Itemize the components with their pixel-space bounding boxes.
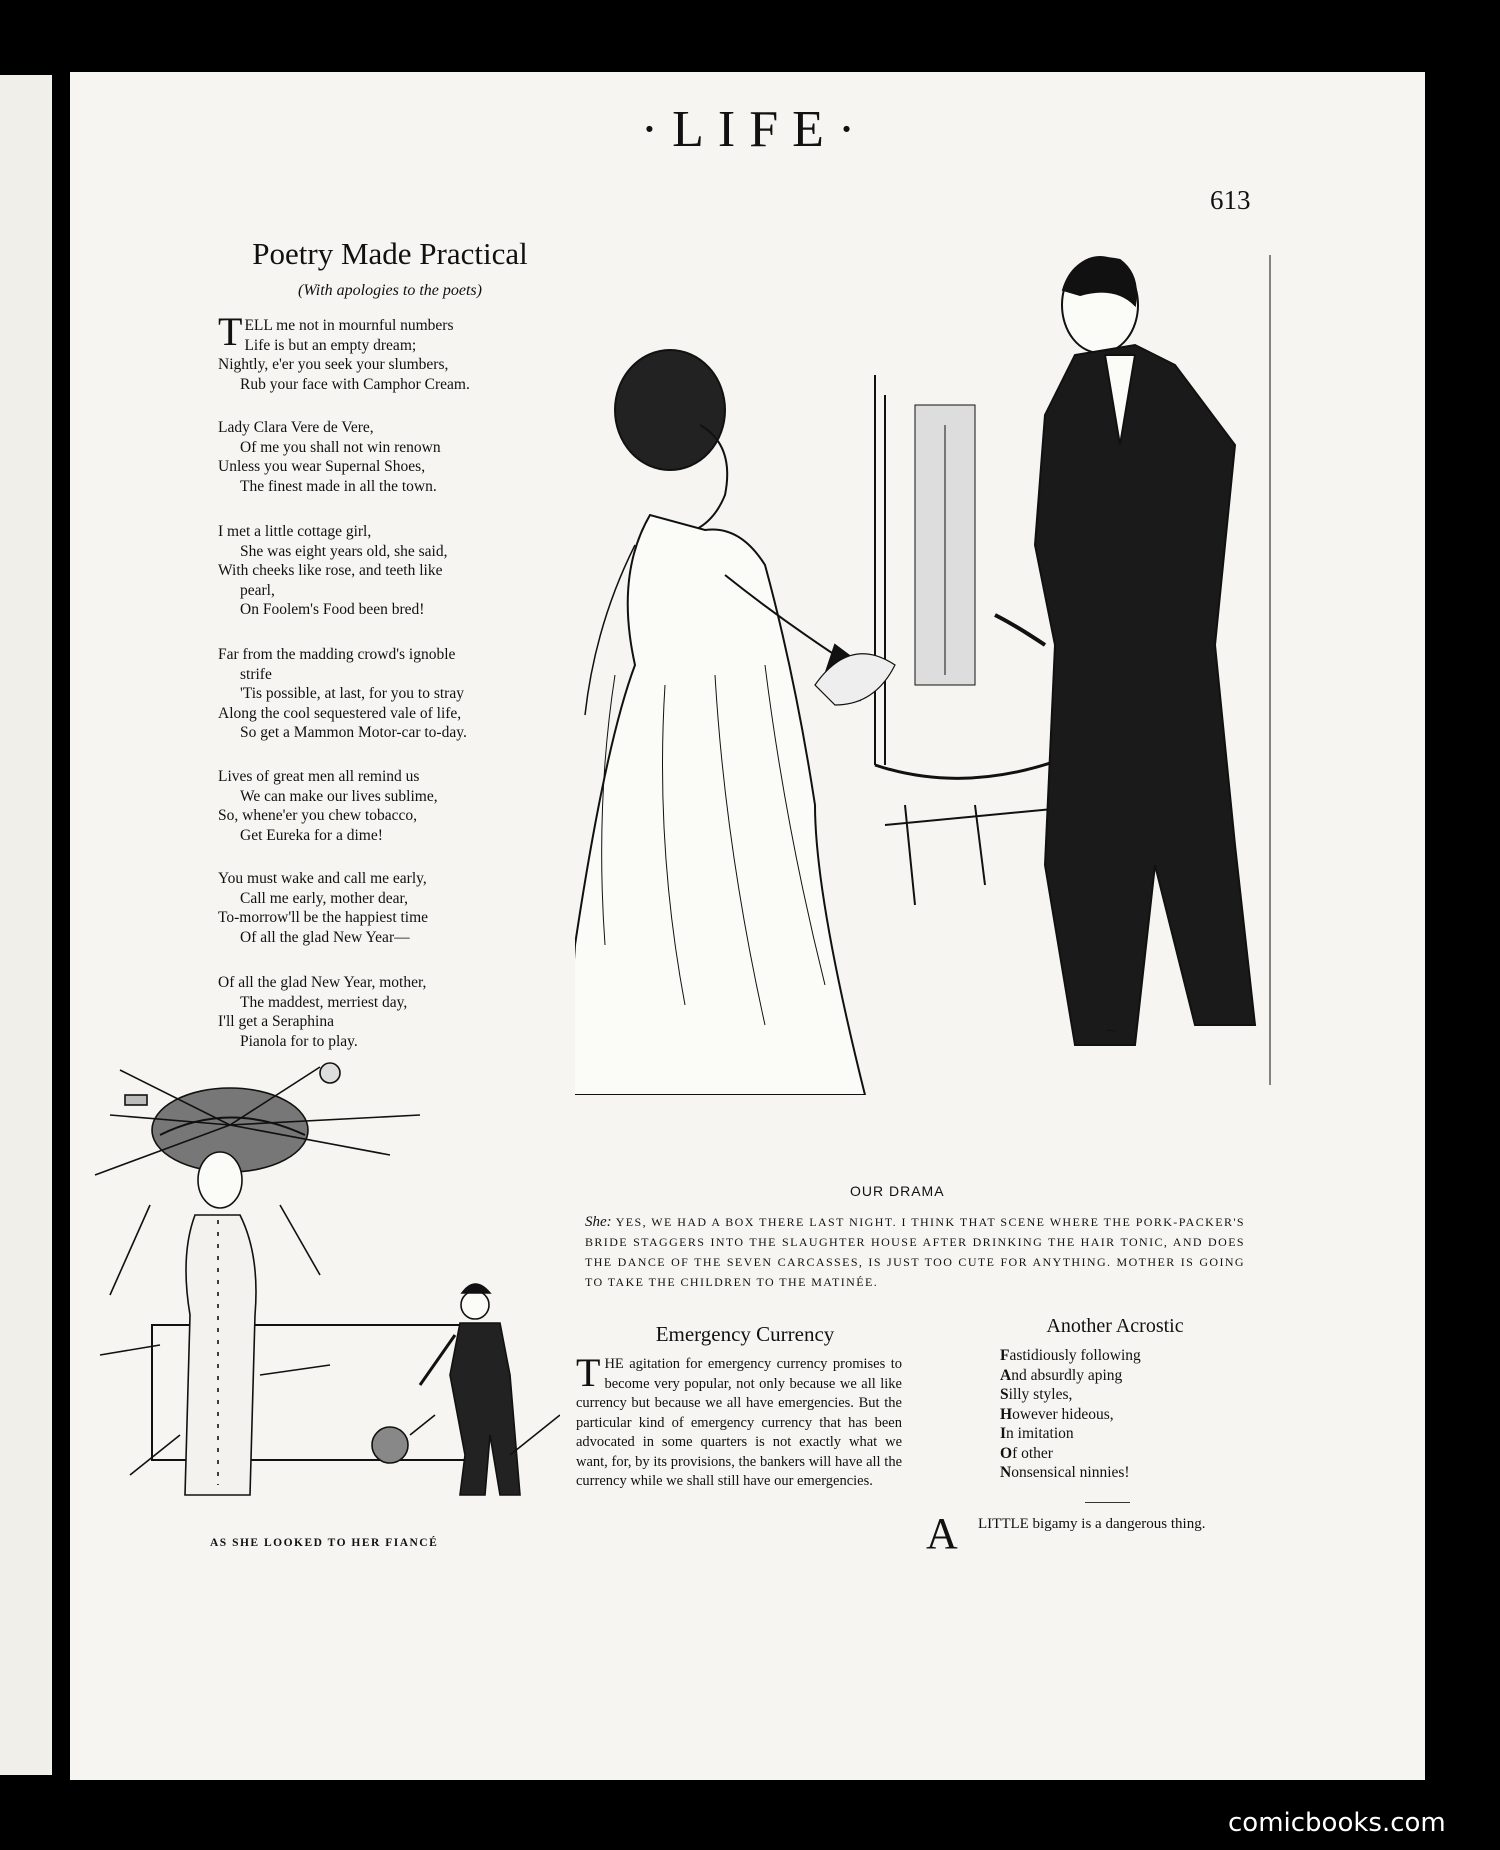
poem-line: Lives of great men all remind us <box>218 768 420 785</box>
drop-cap: T <box>576 1350 601 1395</box>
poem-line: pearl, <box>240 581 275 599</box>
drop-cap: A <box>926 1509 958 1558</box>
poem-line: Life is but an empty dream; <box>244 336 417 354</box>
emergency-currency-body <box>576 1350 902 1492</box>
poem-line: We can make our lives sublime, <box>240 787 438 805</box>
drama-title: OUR DRAMA <box>850 1183 945 1199</box>
artist-signature: ~ <box>1105 1023 1117 1039</box>
poem-line: Unless you wear Supernal Shoes, <box>218 458 426 475</box>
poem-line: Nightly, e'er you seek your slumbers, <box>218 356 449 373</box>
drama-body: YES, WE HAD A BOX THERE LAST NIGHT. I THINK THAT SCENE WHERE THE PORK-PACKER'S BRIDE STAGGERS INTO THE SLAUGHTER HOUSE AFTER DRINKING THE HAIR TONIC, AND DOES THE DANCE OF THE SEVEN CARCASSES, IS JUST TOO CUTE FOR ANYTHING. MOTHER IS GOING TO TAKE THE CHILDREN TO THE MATINÉE. <box>585 1215 1245 1289</box>
hatpin-cartoon <box>90 1055 560 1535</box>
acrostic-title: Another Acrostic <box>1046 1315 1184 1337</box>
acrostic-line: Silly styles, <box>1000 1386 1073 1403</box>
drama-speaker: She: <box>585 1214 612 1230</box>
poem-line: With cheeks like rose, and teeth like <box>218 562 443 579</box>
poem-line: Of all the glad New Year— <box>240 928 410 946</box>
poem-line: Pianola for to play. <box>240 1032 358 1050</box>
section-divider <box>1085 1502 1130 1503</box>
drama-text <box>585 1212 1245 1292</box>
poem-line: ELL me not in mournful numbers <box>244 317 454 334</box>
poem-line: So get a Mammon Motor-car to-day. <box>240 724 467 741</box>
poem-line: Lady Clara Vere de Vere, <box>218 419 374 436</box>
masthead: ·LIFE· <box>640 101 870 158</box>
poem-line: Get Eureka for a dime! <box>240 826 383 844</box>
watermark: comicbooks.com <box>1228 1808 1446 1838</box>
poem-line: Along the cool sequestered vale of life, <box>218 704 462 722</box>
poem-line: I met a little cottage girl, <box>218 523 372 540</box>
poem-stanza <box>218 418 578 496</box>
poem-line: To-morrow'll be the happiest time <box>218 909 429 926</box>
poem-stanza <box>218 522 578 620</box>
acrostic-line: Of other <box>1000 1444 1053 1462</box>
poem-line: Far from the madding crowd's ignoble <box>218 646 456 663</box>
poem-line: You must wake and call me early, <box>218 870 427 887</box>
poem-stanza <box>218 309 578 394</box>
bigamy-text <box>926 1515 1256 1534</box>
poem-line: Of all the glad New Year, mother, <box>218 974 427 991</box>
poem-line: 'Tis possible, at last, for you to stray <box>240 685 464 702</box>
poem-stanza <box>218 767 578 845</box>
theatre-couple-illustration <box>575 245 1335 1095</box>
acrostic-list <box>1000 1346 1141 1483</box>
acrostic-line: In imitation <box>1000 1425 1074 1442</box>
left-page-edge <box>0 75 52 1775</box>
poem-line: Call me early, mother dear, <box>240 889 408 907</box>
acrostic-line: Fastidiously following <box>1000 1347 1141 1364</box>
poem-line: She was eight years old, she said, <box>240 542 448 560</box>
poem-line: So, whene'er you chew tobacco, <box>218 807 418 824</box>
poem-line: Rub your face with Camphor Cream. <box>240 375 470 393</box>
poem-line: The finest made in all the town. <box>240 477 437 495</box>
poem-line: The maddest, merriest day, <box>240 993 408 1011</box>
poem-line: I'll get a Seraphina <box>218 1013 334 1030</box>
poem-stanza <box>218 973 578 1051</box>
acrostic-line: However hideous, <box>1000 1405 1114 1423</box>
acrostic-line: Nonsensical ninnies! <box>1000 1464 1130 1481</box>
page-number: 613 <box>1210 185 1251 215</box>
poem-stanza <box>218 869 578 947</box>
bigamy-line: LITTLE bigamy is a dangerous thing. <box>978 1516 1206 1532</box>
cartoon-caption: AS SHE LOOKED TO HER FIANCÉ <box>210 1537 439 1549</box>
poem-subtitle: (With apologies to the poets) <box>298 282 482 299</box>
emergency-currency-title: Emergency Currency <box>655 1322 835 1346</box>
poem-line: On Foolem's Food been bred! <box>240 601 425 618</box>
poem-line: strife <box>240 665 272 683</box>
poem-title: Poetry Made Practical <box>252 236 528 271</box>
poem-stanza <box>218 645 578 743</box>
acrostic-line: And absurdly aping <box>1000 1366 1123 1384</box>
poem-line: Of me you shall not win renown <box>240 438 441 456</box>
drop-cap: T <box>218 309 243 354</box>
emergency-currency-text: HE agitation for emergency currency promises to become very popular, not only because we all like currency but because we all have emergencies. But the particular kind of emergency currency that has been advocated in some quarters is not exactly what we want, for, by its provisions, the bankers will have all the currency while we shall still have our emergencies. <box>576 1356 902 1489</box>
